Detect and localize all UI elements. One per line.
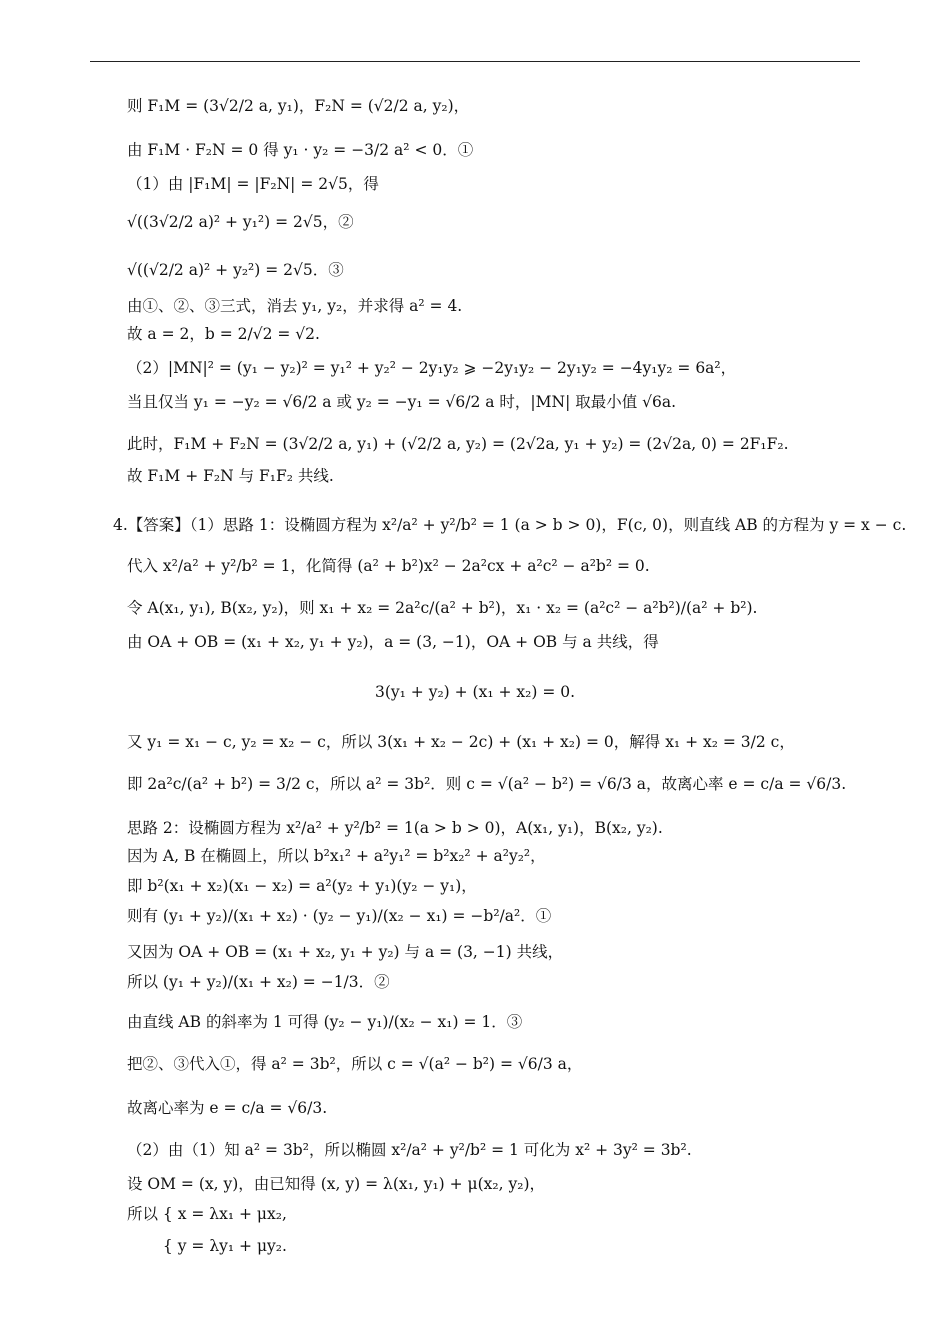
- line-system-y: { y = λy₁ + μy₂.: [127, 1237, 287, 1255]
- line-vector-sum: 此时，F₁M + F₂N = (3√2/2 a, y₁) + (√2/2 a, y₂) = (2√2a, y₁ + y₂) = (2√2a, 0) = 2F₁F₂.: [127, 435, 789, 453]
- line-substitute: 代入 x²/a² + y²/b² = 1，化简得 (a² + b²)x² − 2a²cx + a²c² − a²b² = 0.: [127, 557, 650, 575]
- line-collinear-2: 又因为 OA + OB = (x₁ + x₂, y₁ + y₂) 与 a = (3, −1) 共线，: [127, 943, 564, 961]
- line-vieta: 令 A(x₁, y₁), B(x₂, y₂)，则 x₁ + x₂ = 2a²c/(a² + b²)，x₁ · x₂ = (a²c² − a²b²)/(a² + b²).: [127, 599, 758, 617]
- line-dot-product: 由 F₁M · F₂N = 0 得 y₁ · y₂ = −3/2 a² < 0．①: [127, 141, 474, 159]
- header-rule: [90, 61, 860, 62]
- line-om-vector: 设 OM = (x, y)，由已知得 (x, y) = λ(x₁, y₁) + μ(x₂, y₂)，: [127, 1175, 545, 1193]
- line-slope-eq3: 由直线 AB 的斜率为 1 可得 (y₂ − y₁)/(x₂ − x₁) = 1．③: [127, 1013, 523, 1031]
- line-eq2-ratio: 所以 (y₁ + y₂)/(x₁ + x₂) = −1/3．②: [127, 973, 390, 991]
- line-system-x: 所以 { x = λx₁ + μx₂,: [127, 1205, 287, 1223]
- line-min-condition: 当且仅当 y₁ = −y₂ = √6/2 a 或 y₂ = −y₁ = √6/2 a 时，|MN| 取最小值 √6a.: [127, 393, 677, 411]
- line-eccentricity-1: 即 2a²c/(a² + b²) = 3/2 c，所以 a² = 3b²．则 c = √(a² − b²) = √6/3 a，故离心率 e = c/a = √6/3.: [127, 775, 847, 793]
- answer-4-heading: 4.【答案】（1）思路 1：设椭圆方程为 x²/a² + y²/b² = 1 (a > b > 0)，F(c, 0)，则直线 AB 的方程为 y = x − c.: [113, 516, 907, 534]
- line-part2-intro: （2）由（1）知 a² = 3b²，所以椭圆 x²/a² + y²/b² = 1 可化为 x² + 3y² = 3b².: [127, 1141, 692, 1159]
- line-eliminate: 由①、②、③三式，消去 y₁, y₂，并求得 a² = 4.: [127, 297, 463, 315]
- line-substitute-eqs: 把②、③代入①，得 a² = 3b²，所以 c = √(a² − b²) = √6/3 a，: [127, 1055, 583, 1073]
- line-collinear: 故 F₁M + F₂N 与 F₁F₂ 共线.: [127, 467, 334, 485]
- line-part1-intro: （1）由 |F₁M| = |F₂N| = 2√5，得: [127, 175, 379, 193]
- line-on-ellipse: 因为 A, B 在椭圆上，所以 b²x₁² + a²y₁² = b²x₂² + a²y₂²，: [127, 847, 546, 865]
- line-factor: 即 b²(x₁ + x₂)(x₁ − x₂) = a²(y₂ + y₁)(y₂ − y₁)，: [127, 877, 477, 895]
- line-product-eq1: 则有 (y₁ + y₂)/(x₁ + x₂) · (y₂ − y₁)/(x₂ − x₁) = −b²/a²．①: [127, 907, 552, 925]
- line-mn-squared: （2）|MN|² = (y₁ − y₂)² = y₁² + y₂² − 2y₁y₂ ⩾ −2y₁y₂ − 2y₁y₂ = −4y₁y₂ = 6a²，: [127, 359, 737, 377]
- line-eq2: √((3√2/2 a)² + y₁²) = 2√5，②: [127, 213, 354, 231]
- display-equation: 3(y₁ + y₂) + (x₁ + x₂) = 0.: [374, 683, 576, 701]
- line-a-b-values: 故 a = 2，b = 2/√2 = √2.: [127, 325, 320, 343]
- line-f1m-f2n: 则 F₁M = (3√2/2 a, y₁)，F₂N = (√2/2 a, y₂)，: [127, 97, 470, 115]
- line-eq3: √((√2/2 a)² + y₂²) = 2√5．③: [127, 261, 344, 279]
- idea-2-heading: 思路 2：设椭圆方程为 x²/a² + y²/b² = 1(a > b > 0)，A(x₁, y₁)，B(x₂, y₂).: [127, 819, 663, 837]
- line-solve-sum: 又 y₁ = x₁ − c, y₂ = x₂ − c，所以 3(x₁ + x₂ − 2c) + (x₁ + x₂) = 0，解得 x₁ + x₂ = 3/2 c，: [127, 733, 795, 751]
- line-collinear-condition: 由 OA + OB = (x₁ + x₂, y₁ + y₂)，a = (3, −1)，OA + OB 与 a 共线，得: [127, 633, 659, 651]
- line-eccentricity-2: 故离心率为 e = c/a = √6/3.: [127, 1099, 328, 1117]
